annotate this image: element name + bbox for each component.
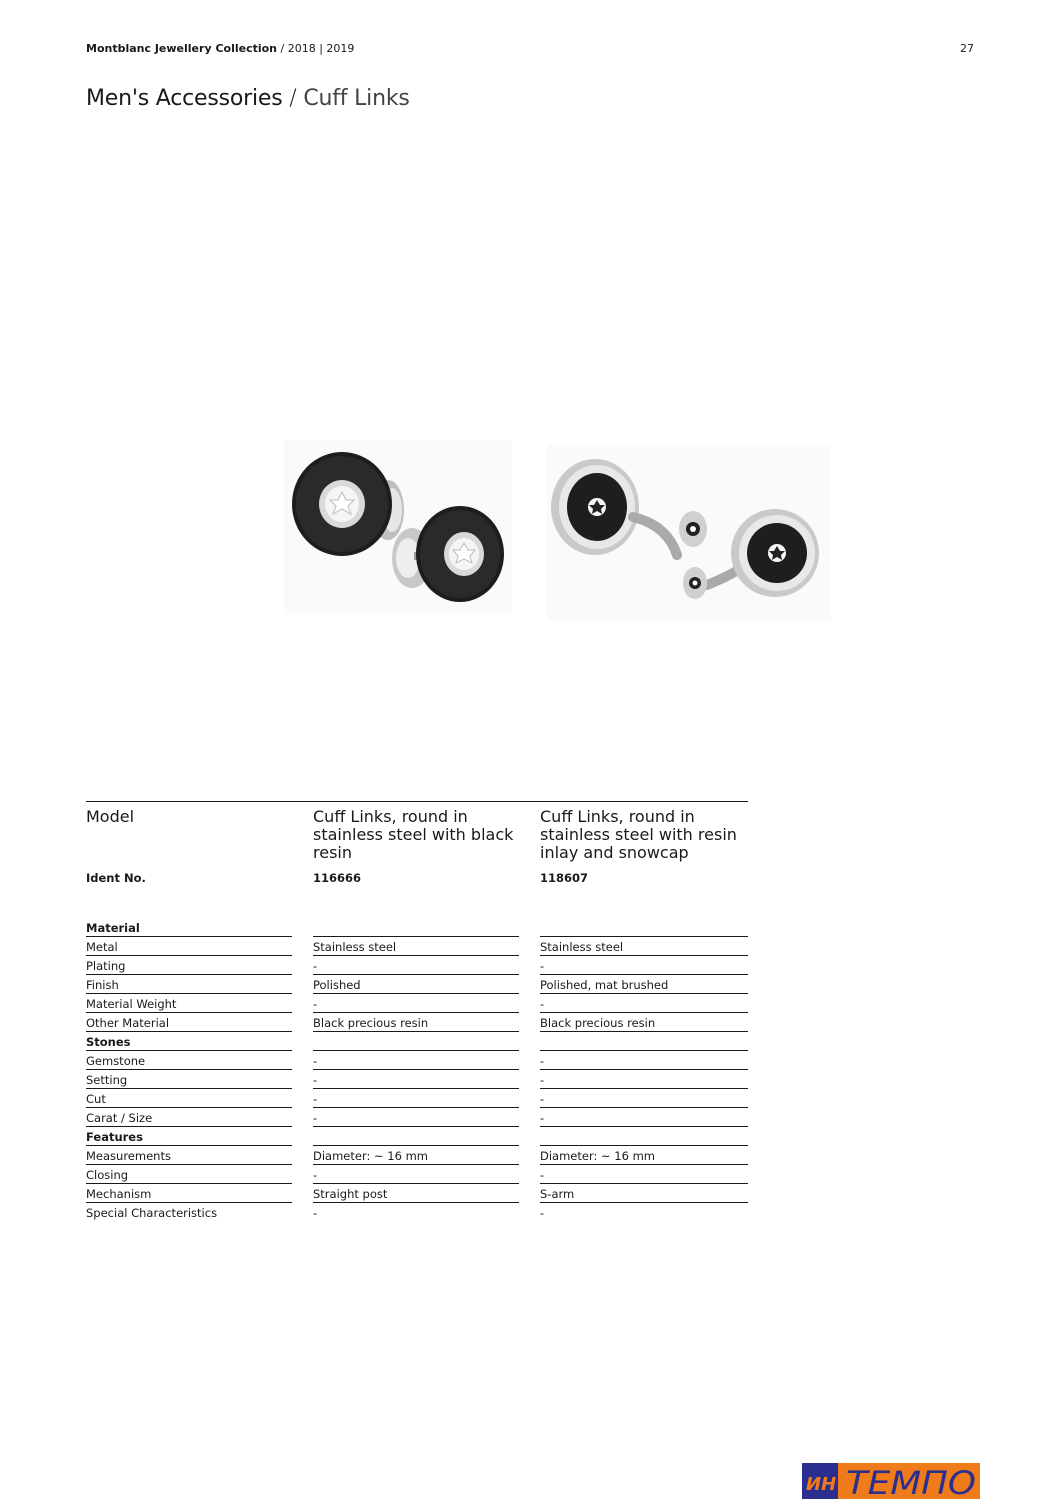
spec-row (86, 937, 748, 956)
spec-value-2: - (540, 1111, 748, 1127)
spec-value-1 (313, 1130, 519, 1146)
model-label: Model (86, 807, 135, 826)
spec-row (86, 975, 748, 994)
spec-label: Other Material (86, 1016, 292, 1032)
spec-label: Closing (86, 1168, 292, 1184)
spec-row (86, 1146, 748, 1165)
spec-value-1: Diameter: ~ 16 mm (313, 1149, 519, 1165)
spec-value-1: Black precious resin (313, 1016, 519, 1032)
spec-row (86, 1165, 748, 1184)
spec-row (86, 1051, 748, 1070)
spec-label: Metal (86, 940, 292, 956)
spec-value-2 (540, 1130, 748, 1146)
spec-value-2 (540, 921, 748, 937)
spec-value-2: Stainless steel (540, 940, 748, 956)
spec-value-1: Polished (313, 978, 519, 994)
spec-rows (86, 918, 748, 1222)
spec-row (86, 1013, 748, 1032)
spec-row (86, 994, 748, 1013)
spec-section-row (86, 918, 748, 937)
title-category: Men's Accessories (86, 86, 283, 111)
table-top-rule (86, 801, 748, 802)
spec-label: Plating (86, 959, 292, 975)
spec-value-2: - (540, 1073, 748, 1089)
ident-label: Ident No. (86, 871, 146, 885)
spec-value-2: - (540, 1168, 748, 1184)
spec-value-2: - (540, 997, 748, 1013)
spec-value-1: Stainless steel (313, 940, 519, 956)
spec-value-1: - (313, 1168, 519, 1184)
page-number: 27 (960, 42, 974, 55)
spec-value-2: Diameter: ~ 16 mm (540, 1149, 748, 1165)
spec-label: Cut (86, 1092, 292, 1108)
svg-text:ИН: ИН (806, 1474, 837, 1495)
spec-value-1 (313, 1035, 519, 1051)
title-separator: / (282, 86, 304, 111)
spec-value-2: - (540, 1054, 748, 1070)
spec-label: Special Characteristics (86, 1206, 218, 1220)
running-header (86, 42, 354, 55)
spec-value-2: S-arm (540, 1187, 748, 1203)
page-title (86, 86, 410, 111)
spec-row (86, 1089, 748, 1108)
ident-no-2: 118607 (540, 871, 589, 885)
spec-value-1: - (313, 959, 519, 975)
spec-label: Gemstone (86, 1054, 292, 1070)
ident-no-1: 116666 (313, 871, 362, 885)
spec-value-1 (313, 921, 519, 937)
spec-row (86, 1184, 748, 1203)
spec-value-1: - (313, 997, 519, 1013)
spec-label: Finish (86, 978, 292, 994)
spec-value-1: - (313, 1073, 519, 1089)
spec-value-1: - (313, 1092, 519, 1108)
spec-value-1: - (313, 1054, 519, 1070)
model-name-1: Cuff Links, round in stainless steel with black resin (313, 807, 514, 862)
spec-row (86, 956, 748, 975)
spec-label: Mechanism (86, 1187, 292, 1203)
spec-value-2: Polished, mat brushed (540, 978, 748, 994)
spec-section-row (86, 1032, 748, 1051)
spec-row (86, 1108, 748, 1127)
cufflinks-resin-inlay-snowcap-image (547, 445, 831, 621)
tempo-logo (802, 1463, 980, 1499)
spec-row (86, 1203, 748, 1222)
section-heading: Stones (86, 1035, 292, 1051)
spec-row (86, 1070, 748, 1089)
spec-section-row (86, 1127, 748, 1146)
model-name-2: Cuff Links, round in stainless steel with resin inlay and snowcap (540, 807, 737, 862)
cufflinks-black-resin-image (284, 440, 512, 615)
section-heading: Material (86, 921, 292, 937)
spec-value-1: Straight post (313, 1187, 519, 1203)
collection-name: Montblanc Jewellery Collection (86, 42, 278, 55)
spec-value-2: - (540, 959, 748, 975)
spec-value-1: - (313, 1206, 318, 1220)
spec-value-2: Black precious resin (540, 1016, 748, 1032)
spec-value-2: - (540, 1092, 748, 1108)
section-heading: Features (86, 1130, 292, 1146)
svg-text:ТЕМПО: ТЕМПО (846, 1464, 976, 1499)
spec-value-2: - (540, 1206, 545, 1220)
spec-label: Material Weight (86, 997, 292, 1013)
spec-value-1: - (313, 1111, 519, 1127)
collection-years: / 2018 | 2019 (277, 42, 355, 55)
spec-label: Carat / Size (86, 1111, 292, 1127)
title-subcategory: Cuff Links (303, 86, 410, 111)
spec-label: Measurements (86, 1149, 292, 1165)
spec-value-2 (540, 1035, 748, 1051)
spec-label: Setting (86, 1073, 292, 1089)
